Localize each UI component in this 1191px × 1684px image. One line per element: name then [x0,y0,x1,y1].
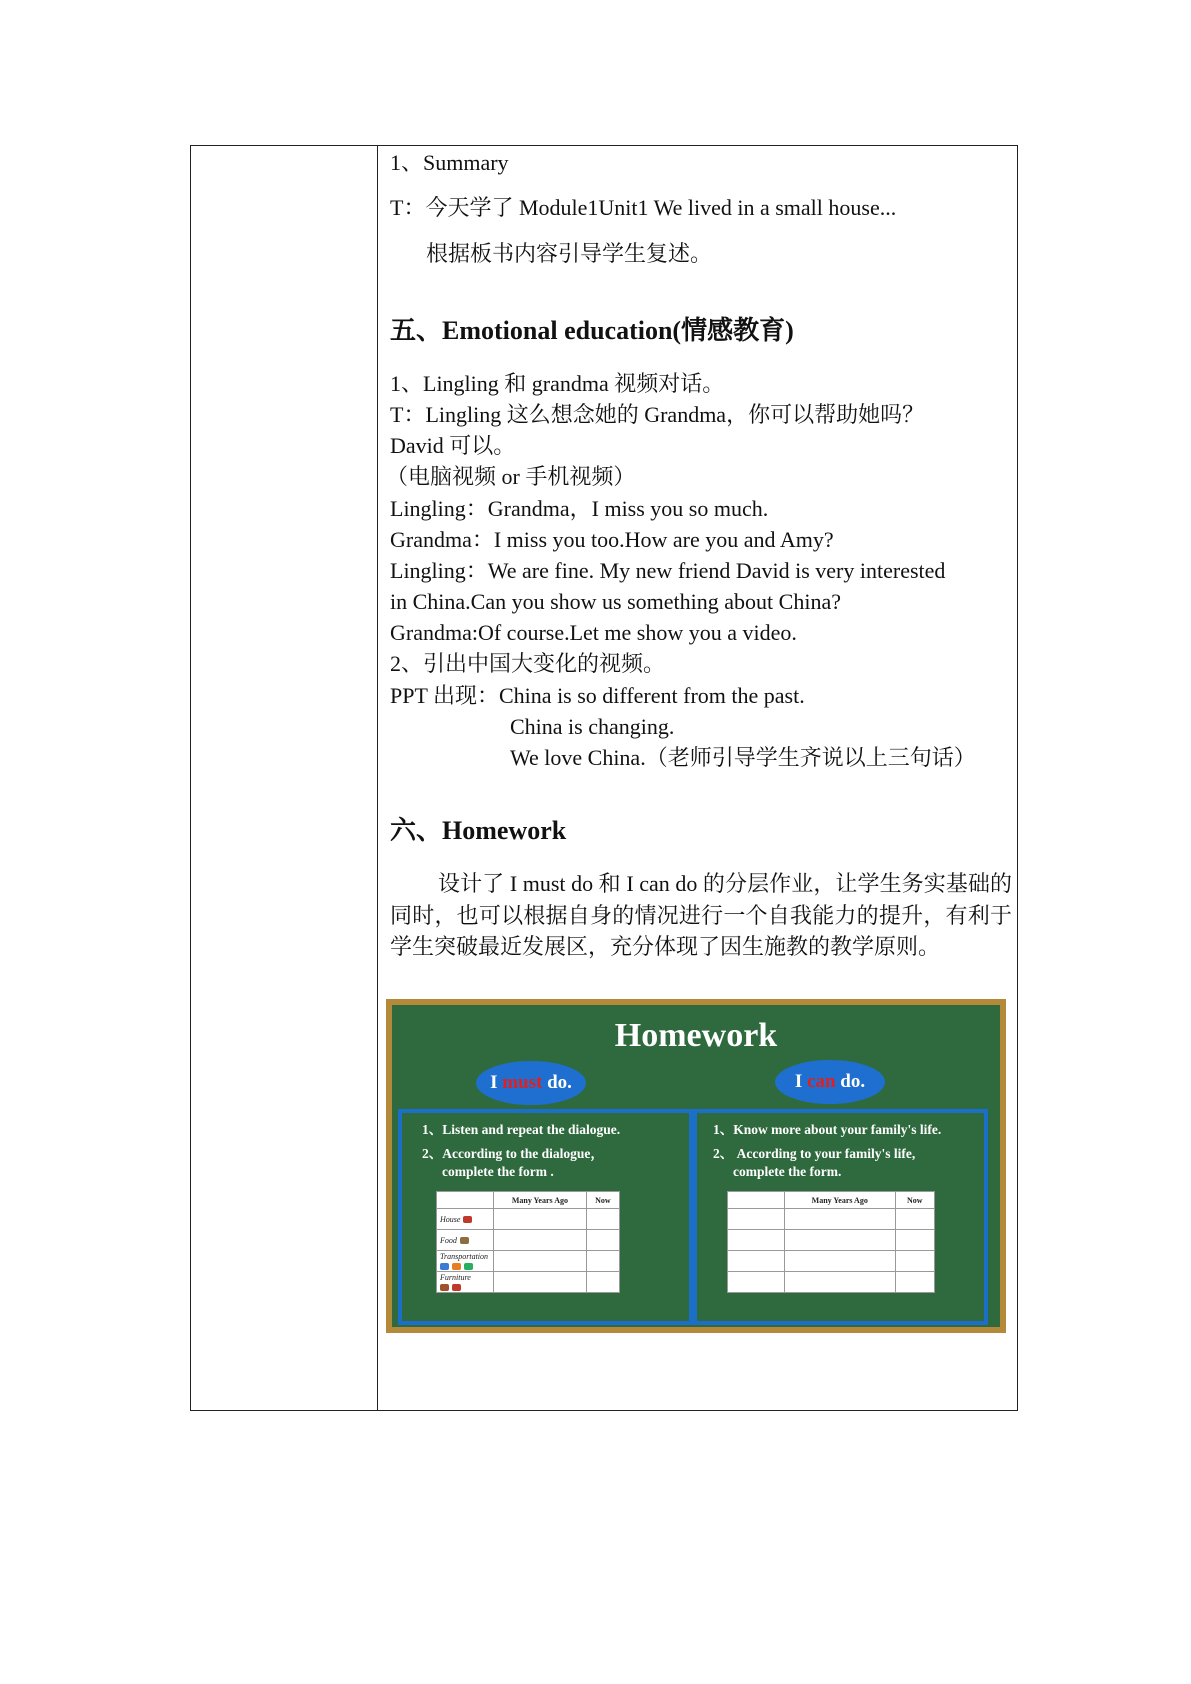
must-key: must [502,1072,543,1093]
header-many-years-ago: Many Years Ago [785,1192,896,1209]
furniture-icon [440,1284,449,1291]
emotional-line: We love China.（老师引导学生齐说以上三句话） [510,745,976,770]
must-do-form [436,1191,620,1293]
must-item-2: 2、According to the dialogue， [422,1146,604,1161]
can-do-panel [693,1109,988,1325]
transport-icon [464,1263,473,1270]
emotional-line: （电脑视频 or 手机视频） [386,464,636,489]
homework-board-image [386,999,1006,1333]
must-post: do. [542,1072,572,1093]
emotional-line: 2、引出中国大变化的视频。 [390,651,666,676]
emotional-line: Lingling：We are fine. My new friend David is very interested [390,558,946,583]
emotional-line: Grandma：I miss you too.How are you and Amy? [390,527,834,552]
homework-title: 六、Homework [390,816,567,845]
row-label: House [440,1214,461,1224]
header-now: Now [895,1192,934,1209]
can-item-1: 1、Know more about your family's life. [713,1122,942,1137]
emotional-line: David 可以。 [390,433,516,458]
emotional-line: 1、Lingling 和 grandma 视频对话。 [390,371,725,396]
content-column [378,146,1017,1410]
emotional-line: Lingling：Grandma，I miss you so much. [390,496,769,521]
emotional-line: Grandma:Of course.Let me show you a video. [390,620,797,645]
furniture-icon [452,1284,461,1291]
row-label: Transportation [440,1252,489,1261]
emotional-line: China is changing. [510,714,675,739]
can-item-2-cont: complete the form. [733,1164,842,1179]
can-pre: I [794,1071,808,1092]
homework-paragraph: 设计了 I must do 和 I can do 的分层作业，让学生务实基础的同时，也可以根据自身的情况进行一个自我能力的提升，有利于学生突破最近发展区，充分体现了因生施教的教学原则。 [390,871,1012,959]
left-column [191,146,378,1410]
row-label: Food [440,1235,457,1245]
must-do-oval [476,1061,586,1105]
emotional-line: PPT 出现：China is so different from the past. [390,683,805,708]
transport-icon [440,1263,449,1270]
can-key: can [807,1071,836,1092]
can-post: do. [835,1071,866,1092]
emotional-education-title: 五、Emotional education(情感教育) [390,316,794,345]
must-pre: I [490,1072,503,1093]
must-item-1: 1、Listen and repeat the dialogue. [422,1122,621,1137]
summary-teacher-line: T：今天学了 Module1Unit1 We lived in a small house... [390,195,897,220]
transport-icon [452,1263,461,1270]
house-icon [463,1216,472,1223]
can-do-oval [775,1060,885,1104]
can-item-2: 2、 According to your family's life, [713,1146,916,1161]
emotional-line: in China.Can you show us something about China? [390,589,841,614]
lesson-plan-table [190,145,1018,1411]
emotional-line: T：Lingling 这么想念她的 Grandma，你可以帮助她吗？ [390,402,925,427]
chalkboard [392,1005,1000,1327]
must-item-2-cont: complete the form . [442,1164,554,1179]
can-do-form [727,1191,935,1293]
food-icon [460,1237,469,1244]
summary-retell: 根据板书内容引导学生复述。 [426,241,713,266]
must-do-panel [398,1109,693,1325]
header-many-years-ago: Many Years Ago [494,1192,587,1209]
header-now: Now [586,1192,619,1209]
board-title: Homework [614,1017,778,1054]
summary-heading: 1、Summary [390,150,509,175]
row-label: Furniture [440,1273,471,1282]
